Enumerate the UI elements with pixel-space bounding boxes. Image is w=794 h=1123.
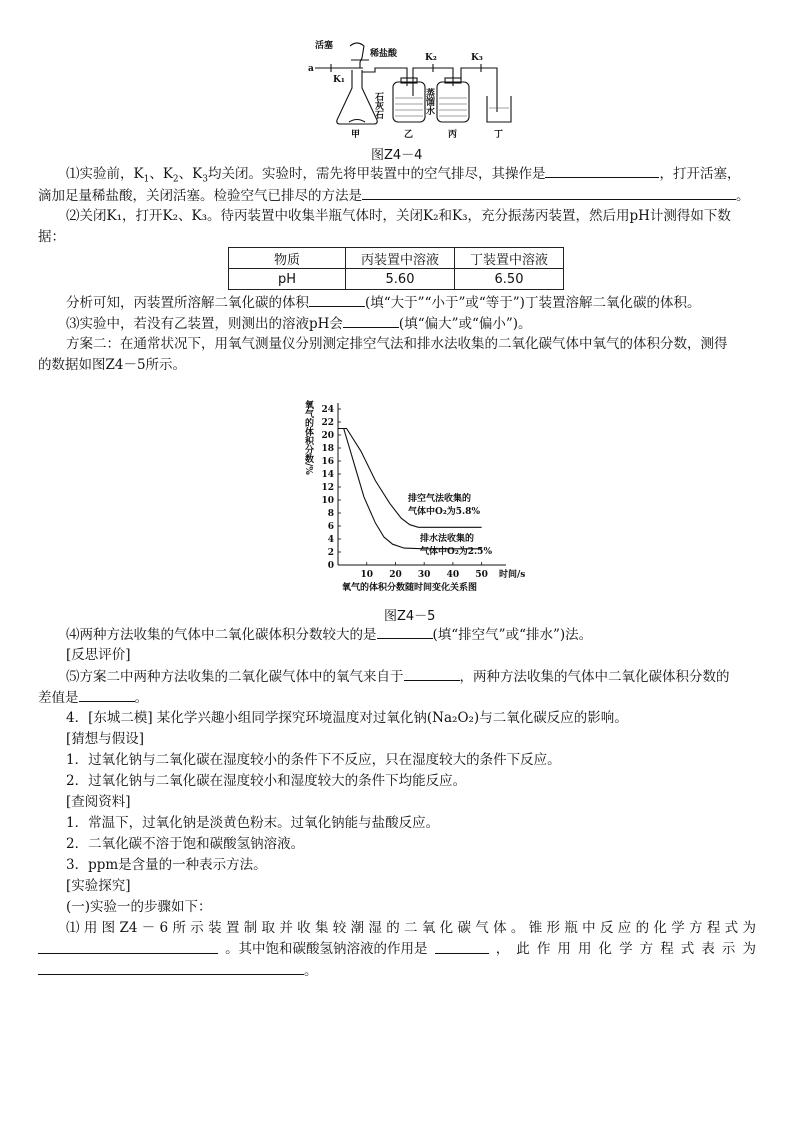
answer-blank[interactable] [79,687,135,702]
exp1-line2: 。其中饱和碳酸氢钠溶液的作用是 ， 此 作 用 用 化 学 方 程 式 表 示 为 [38,939,756,959]
annotation-water-line1: 排水法收集的 [420,534,475,544]
label-bing: 丙 [448,130,458,140]
y-tick-label: 18 [321,444,334,454]
table-header: 丁装置中溶液 [455,248,564,269]
answer-blank[interactable] [545,163,659,178]
table-cell: 6.50 [455,269,564,290]
q1-line1: ⑴实验前，$K_1$、$K_2$、$K_3$均关闭。实验时，需先将甲装置中的空气排尽，其操作是 ，打开活塞， [66,163,740,190]
hypothesis-item: 2．过氧化钠与二氧化碳在湿度较小和湿度较大的条件下均能反应。 [66,773,467,789]
label-distilled-water: 蒸馏水 [424,88,434,115]
figure-caption-z4-4: 图Z4－4 [371,148,423,163]
oxygen-line-chart [290,392,530,602]
chart-title: 氧气的体积分数随时间变化关系图 [342,583,478,593]
x-tick-label: 50 [475,570,488,580]
lookup-item: 3．ppm是含量的一种表示方法。 [66,857,267,873]
plan2-line1: 方案二：在通常状况下，用氧气测量仪分别测定排空气法和排水法收集的二氧化碳气体中氧气的体积分数，测得 [66,336,728,352]
label-stopper: 活塞 [315,41,334,51]
answer-blank[interactable] [435,939,489,954]
label-k3: K₃ [471,53,483,63]
exp1-line3: 。 [38,960,318,981]
table-cell: 5.60 [346,269,455,290]
q1-line2: 滴加足量稀盐酸，关闭活塞。检验空气已排尽的方法是 。 [38,185,750,206]
label-k1: K₁ [333,75,345,85]
y-tick-label: 2 [327,548,334,558]
x-tick-label: 30 [417,570,431,580]
ph-table [228,247,564,290]
x-tick-label: 40 [446,570,460,580]
answer-blank[interactable] [38,939,218,954]
x-tick-label: 20 [389,570,402,580]
section-hypothesis: [猜想与假设] [66,731,145,747]
answer-blank[interactable] [377,624,433,639]
y-tick-label: 10 [321,496,334,506]
section-explore: [实验探究] [66,878,131,894]
label-k2: K₂ [425,53,437,63]
label-inlet: a [308,64,314,74]
section-lookup: [查阅资料] [66,794,131,810]
apparatus-diagram [305,38,525,140]
y-tick-label: 8 [327,509,334,519]
annotation-water-line2: 气体中O₂为2.5% [420,547,492,557]
label-ding: 丁 [494,130,504,140]
explore-step: (一)实验一的步骤如下： [66,899,212,915]
x-tick-label: 10 [360,570,373,580]
answer-blank[interactable] [404,666,460,681]
hypothesis-item: 1．过氧化钠与二氧化碳在湿度较小的条件下不反应，只在湿度较大的条件下反应。 [66,752,561,768]
lookup-item: 1．常温下，过氧化钠是淡黄色粉末。过氧化钠能与盐酸反应。 [66,815,440,831]
section-reflection: [反思评价] [66,647,131,663]
lookup-item: 2．二氧化碳不溶于饱和碳酸氢钠溶液。 [66,836,305,852]
table-header: 丙装置中溶液 [346,248,455,269]
y-tick-label: 6 [327,522,334,532]
series-water-displacement [338,429,482,549]
label-acid: 稀盐酸 [370,49,398,59]
label-jia: 甲 [351,130,361,140]
y-tick-label: 16 [321,457,334,467]
q5-line1: ⑸方案二中两种方法收集的二氧化碳气体中的氧气来自于 ，两种方法收集的气体中二氧化碳体积分数的 [66,666,730,687]
item4-intro: 4．[东城二模] 某化学兴趣小组同学探究环境温度对过氧化钠(Na₂O₂)与二氧化碳反应的影响。 [66,710,628,726]
answer-blank[interactable] [362,185,736,200]
y-tick-label: 4 [327,535,334,545]
table-header: 物质 [229,248,346,269]
q2-line2: 据： [38,229,65,245]
annotation-air-line2: 气体中O₂为5.8% [408,507,480,517]
answer-blank[interactable] [309,292,365,307]
table-row [229,248,564,269]
q4-line: ⑷两种方法收集的气体中二氧化碳体积分数较大的是 (填“排空气”或“排水”)法。 [66,624,592,645]
label-limestone: 石灰石 [373,92,383,119]
figure-caption-z4-5: 图Z4－5 [384,609,436,624]
y-tick-label: 12 [321,483,334,493]
exp1-line1: ⑴ 用 图 Z4 － 6 所 示 装 置 制 取 并 收 集 较 潮 湿 的 二 氧 化 碳 气 体 。 锥 形 瓶 中 反 应 的 化 学 方 程 式 为 [66,920,756,936]
answer-blank[interactable] [343,313,399,328]
label-yi: 乙 [404,130,414,140]
q2-line1: ⑵关闭K₁，打开K₂、K₃。待丙装置中收集半瓶气体时，关闭K₂和K₃，充分振荡丙装置，然后用pH计测得如下数 [66,208,731,224]
answer-blank[interactable] [38,960,304,975]
q3-line: ⑶实验中，若没有乙装置，则测出的溶液pH会 (填“偏大”或“偏小”)。 [66,313,532,334]
q5-line2: 差值是 。 [38,687,148,708]
y-axis-label: 氧气的体积分数/% [303,400,313,475]
annotation-air-line1: 排空气法收集的 [408,494,472,504]
y-tick-label: 0 [327,561,334,571]
analysis-line: 分析可知，丙装置所溶解二氧化碳的体积 (填“大于”“小于”或“等于”)丁装置溶解二氧化碳的体积。 [66,292,700,313]
y-tick-label: 24 [321,405,334,415]
table-row [229,269,564,290]
y-tick-label: 22 [321,418,334,428]
plan2-line2: 的数据如图Z4－5所示。 [38,357,187,373]
y-tick-label: 14 [321,470,334,480]
table-cell: pH [229,269,346,290]
x-axis-label: 时间/s [499,570,526,580]
y-tick-label: 20 [321,431,334,441]
